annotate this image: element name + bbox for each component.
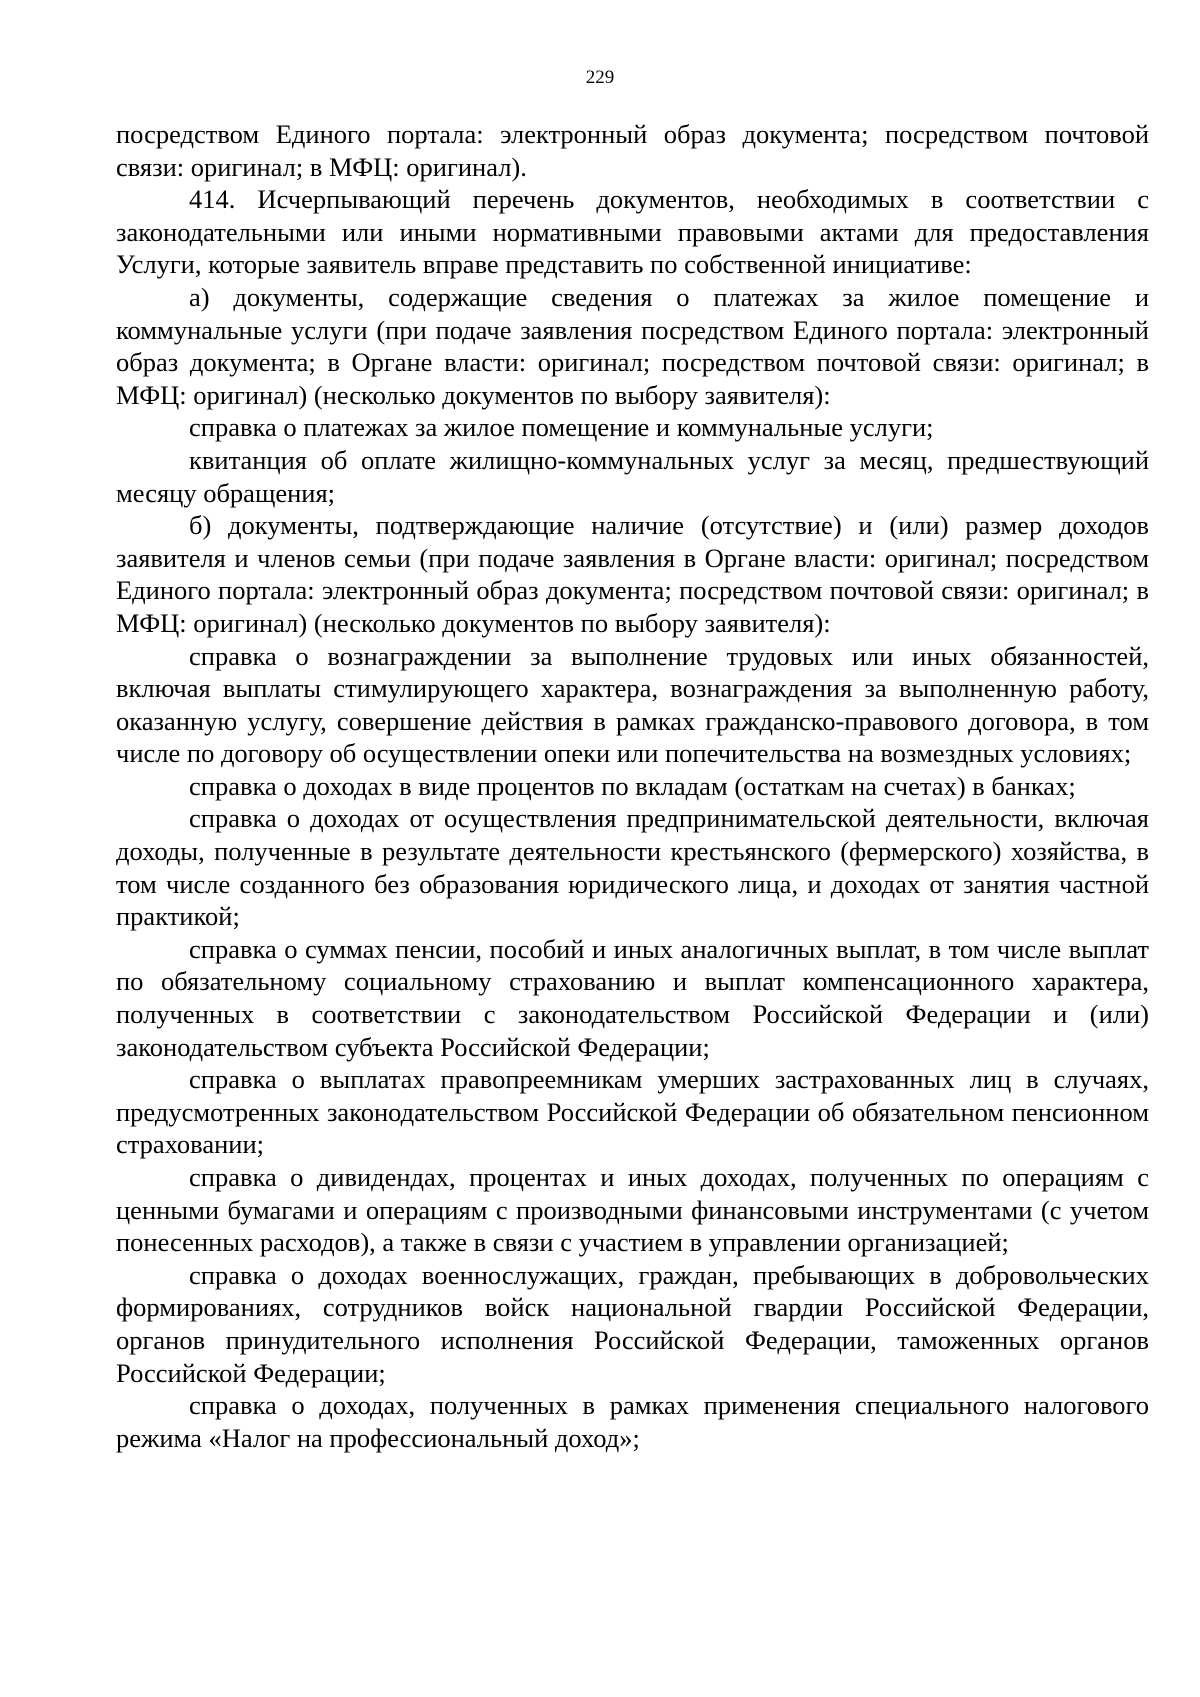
paragraph-business-income-certificate: справка о доходах от осуществления предпринимательской деятельности, включая доходы, полученные в результате деятельности крестьянского (фермерского) хозяйства, в том числе созданного без образования юридического лица, и доходах от занятия частной практикой; <box>116 803 1149 932</box>
paragraph-professional-income-tax-certificate: справка о доходах, полученных в рамках применения специального налогового режима «Налог на профессиональный доход»; <box>116 1390 1149 1453</box>
paragraph-housing-payments-certificate: справка о платежах за жилое помещение и коммунальные услуги; <box>189 412 934 443</box>
paragraph-remuneration-certificate: справка о вознаграждении за выполнение трудовых или иных обязанностей, включая выплаты стимулирующего характера, вознаграждения за выполненную работу, оказанную услугу, совершение действия в рамках гражданско-правового договора, в том числе по договору об осуществлении опеки или попечительства на возмездных условиях; <box>116 640 1149 769</box>
paragraph-successor-payments-certificate: справка о выплатах правопреемникам умерших застрахованных лиц в случаях, предусмотренных законодательством Российской Федерации об обязательном пенсионном страховании; <box>116 1064 1149 1160</box>
document-body <box>116 118 1149 1454</box>
paragraph-deposit-interest-certificate: справка о доходах в виде процентов по вкладам (остаткам на счетах) в банках; <box>189 770 1076 801</box>
page-number: 229 <box>585 67 615 88</box>
paragraph-utility-receipt: квитанция об оплате жилищно-коммунальных услуг за месяц, предшествующий месяцу обращения; <box>116 444 1149 508</box>
paragraph-continuation: посредством Единого портала: электронный образ документа; посредством почтовой связи: оригинал; в МФЦ: оригинал). <box>116 119 1149 182</box>
paragraph-military-income-certificate: справка о доходах военнослужащих, граждан, пребывающих в добровольческих формированиях, сотрудников войск национальной гвардии Российской Федерации, органов принудительного исполнения Российской Федерации, таможенных органов Российской Федерации; <box>116 1259 1149 1388</box>
paragraph-item-b: б) документы, подтверждающие наличие (отсутствие) и (или) размер доходов заявителя и членов семьи (при подаче заявления в Органе власти: оригинал; посредством Единого портала: электронный образ документа; посредством почтовой связи: оригинал; в МФЦ: оригинал) (несколько документов по выбору заявителя): <box>116 510 1149 638</box>
paragraph-item-a: а) документы, содержащие сведения о платежах за жилое помещение и коммунальные услуги (при подаче заявления посредством Единого портала: электронный образ документа; в Органе власти: оригинал; посредством почтовой связи: оригинал; в МФЦ: оригинал) (несколько документов по выбору заявителя): <box>116 281 1149 410</box>
paragraph-dividends-certificate: справка о дивидендах, процентах и иных доходах, полученных по операциям с ценными бумагами и операциям с производными финансовыми инструментами (с учетом понесенных расходов), а также в связи с участием в управлении организацией; <box>116 1162 1149 1258</box>
paragraph-pension-benefits-certificate: справка о суммах пенсии, пособий и иных аналогичных выплат, в том числе выплат по обязательному социальному страхованию и выплат компенсационного характера, полученных в соответствии с законодательством Российской Федерации и (или) законодательством субъекта Российской Федерации; <box>116 933 1149 1062</box>
paragraph-414-heading: 414. Исчерпывающий перечень документов, необходимых в соответствии с законодательными или иными нормативными правовыми актами для предоставления Услуги, которые заявитель вправе представить по собственной инициативе: <box>116 184 1149 280</box>
